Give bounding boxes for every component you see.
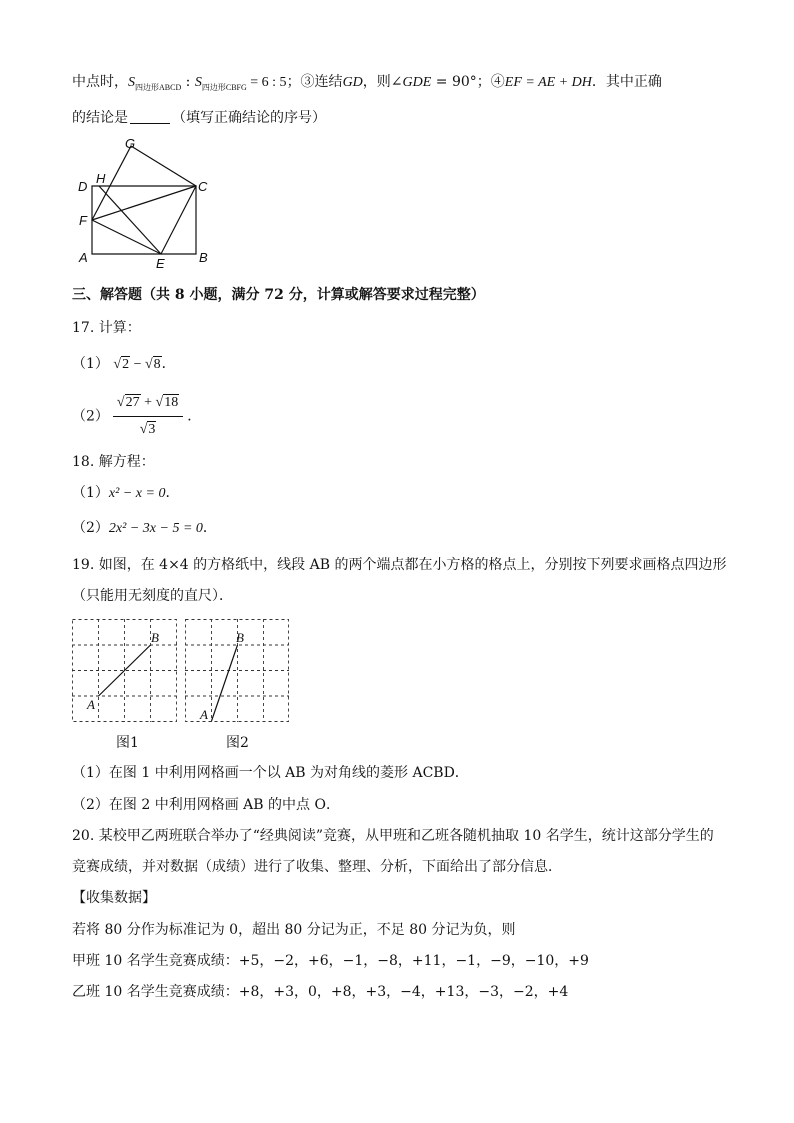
label-f: F [79, 213, 87, 228]
grid-figure-1 [72, 619, 178, 725]
q19-stem-b: （只能用无刻度的直尺）． [72, 588, 233, 604]
q16-geometry-figure [70, 136, 220, 271]
area-s-left: $S_{四边形ABCD}$ [128, 75, 182, 92]
label-d: D [78, 179, 88, 194]
scoring-rule: 若将 80 分作为标准记为 0，超出 80 分记为正，不足 80 分记为负，则 [72, 922, 516, 938]
label-g: G [125, 136, 136, 151]
q19-stem-a: 19. 如图，在 4×4 的方格纸中，线段 AB 的两个端点都在小方格的格点上，分别按下列要求画格点四边形 [72, 557, 727, 573]
q16-line-1 [72, 72, 662, 98]
segment-ab-fig2 [212, 645, 238, 721]
q16-line-2 [72, 108, 326, 128]
fig2-label-b: B [236, 630, 244, 645]
class-a-scores: 甲班 10 名学生竞赛成绩：+5，−2，+6，−1，−8，+11，−1，−9，−10，+9 [72, 953, 589, 969]
q18-part-1: （1）x² − x = 0． [72, 485, 180, 501]
q17-stem: 17. 计算： [72, 320, 141, 336]
q17-fraction: $\frac{√27 + √18}{√3}$ [113, 392, 183, 441]
answer-blank [130, 109, 170, 124]
equation-1: x² − x = 0 [108, 486, 166, 501]
area-ratio: = 6 : 5 [246, 75, 287, 90]
collect-data-header: 【收集数据】 [72, 890, 156, 906]
q16-prefix: 中点时， [72, 74, 128, 90]
figure-2-caption: 图2 [226, 735, 249, 751]
fig1-label-a: A [87, 697, 95, 712]
fig1-label-b: B [151, 630, 159, 645]
q17-part-2: （2） $\frac{√27 + √18}{√3}$ ． [72, 392, 201, 441]
q18-part-2: （2）2x² − 3x − 5 = 0． [72, 520, 217, 536]
class-b-scores: 乙班 10 名学生竞赛成绩：+8，+3，0，+8，+3，−4，+13，−3，−2，+4 [72, 984, 569, 1000]
section-3-title: 三、解答题（共 8 小题，满分 72 分，计算或解答要求过程完整） [72, 287, 485, 303]
fig2-label-a: A [200, 707, 208, 722]
q16-suffix: ．其中正确 [591, 74, 662, 90]
area-s-right: $S_{四边形CBFG}$ [194, 75, 247, 92]
figure-1-caption: 图1 [116, 735, 139, 751]
grid-figure-2 [185, 619, 291, 725]
label-h: H [96, 171, 106, 186]
item-3: ；③连结 [286, 74, 343, 90]
q16-answer-prefix: 的结论是 [72, 110, 128, 126]
q18-stem: 18. 解方程： [72, 454, 155, 470]
q17-part-1: （1） √2 − √8． [72, 356, 176, 372]
q19-part-2: （2）在图 2 中利用网格画 AB 的中点 O． [72, 797, 340, 813]
segment-eh [99, 186, 161, 254]
radicand-2: 2 [122, 357, 130, 372]
label-e: E [156, 256, 165, 271]
label-b: B [199, 250, 208, 265]
q19-part-1: （1）在图 1 中利用网格画一个以 AB 为对角线的菱形 ACBD． [72, 765, 469, 781]
item-3b: ，则∠ [362, 74, 403, 90]
q20-stem-a: 20. 某校甲乙两班联合举办了“经典阅读”竞赛，从甲班和乙班各随机抽取 10 名学生，统计这部分学生的 [72, 828, 714, 844]
rectangle-cefg [92, 146, 196, 254]
angle-gde: GDE [402, 75, 432, 90]
item-3c: = 90°；④ [431, 74, 505, 90]
area-colon: : [181, 74, 195, 90]
label-c: C [198, 179, 208, 194]
label-a: A [79, 250, 88, 265]
q20-stem-b: 竞赛成绩，并对数据（成绩）进行了收集、整理、分析，下面给出了部分信息． [72, 859, 562, 875]
q16-answer-suffix: （填写正确结论的序号） [172, 110, 326, 126]
segment-gd: GD [342, 75, 363, 90]
segment-ab-fig1 [99, 645, 151, 696]
item-4-equation: EF = AE + DH [504, 75, 592, 90]
equation-2: 2x² − 3x − 5 = 0 [108, 521, 203, 536]
radicand-8: 8 [153, 357, 161, 372]
